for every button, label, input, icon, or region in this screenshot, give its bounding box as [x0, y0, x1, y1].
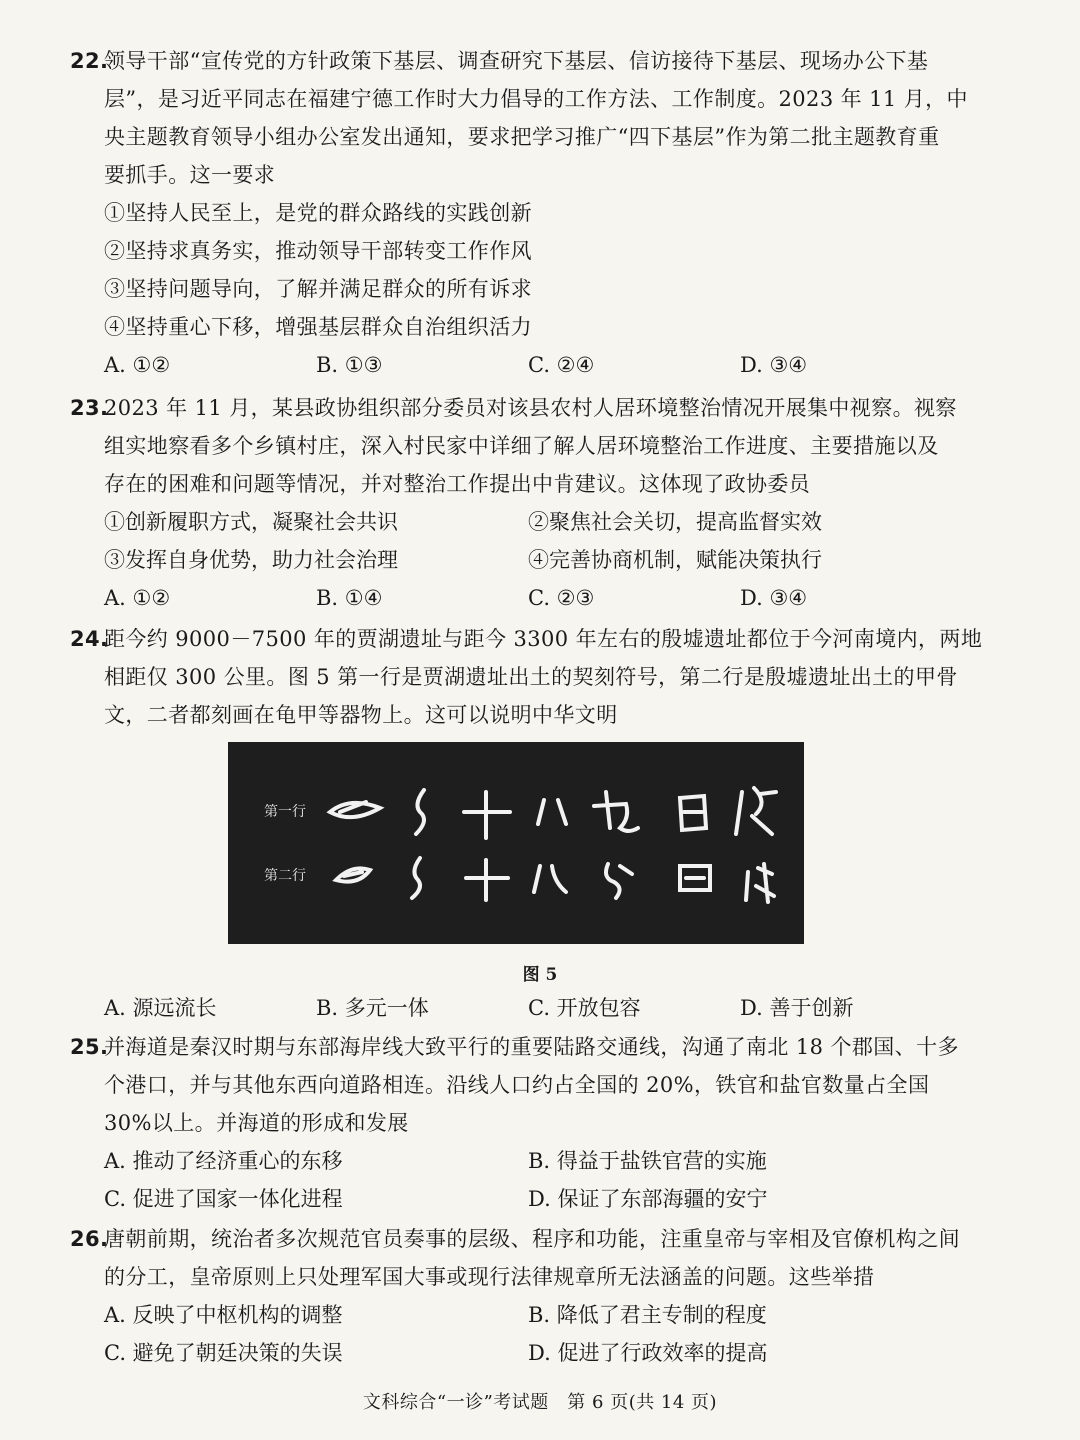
q23-items-row-2	[104, 541, 974, 579]
q25-option-b: B. 得益于盐铁官营的实施	[528, 1149, 767, 1173]
page-footer: 文科综合“一诊”考试题 第 6 页(共 14 页)	[362, 1392, 718, 1413]
q25-stem-text-1: 并海道是秦汉时期与东部海岸线大致平行的重要陆路交通线，沟通了南北 18 个郡国、十多	[104, 1035, 959, 1059]
q25-stem-line-2: 个港口，并与其他东西向道路相连。沿线人口约占全国的 20%，铁官和盐官数量占全国	[104, 1073, 930, 1097]
q23-option-a: A. ①②	[104, 586, 171, 610]
row1-label: 第一行	[264, 804, 306, 820]
q22-options	[104, 346, 974, 384]
q25-options-row-1	[104, 1142, 974, 1180]
q22-option-b: B. ①③	[316, 353, 383, 377]
q25-option-a: A. 推动了经济重心的东移	[104, 1149, 343, 1173]
q24-stem-line-3: 文，二者都刻画在龟甲等器物上。这可以说明中华文明	[104, 703, 618, 727]
q23-items-row-1	[104, 503, 974, 541]
q23-stem-line-3: 存在的困难和问题等情况，并对整治工作提出中肯建议。这体现了政协委员	[104, 472, 811, 496]
q26-option-a: A. 反映了中枢机构的调整	[104, 1303, 343, 1327]
q24-option-d: D. 善于创新	[740, 996, 854, 1020]
q24-option-a: A. 源远流长	[104, 996, 217, 1020]
q22-option-a: A. ①②	[104, 353, 171, 377]
q24-stem-text-1: 距今约 9000－7500 年的贾湖遗址与距今 3300 年左右的殷墟遗址都位于今河南境内，两地	[104, 627, 983, 651]
q22-item-1: ①坚持人民至上，是党的群众路线的实践创新	[104, 201, 532, 225]
inscriptions-image	[228, 742, 804, 944]
q26-options-row-1	[104, 1296, 974, 1334]
q22-item-4: ④坚持重心下移，增强基层群众自治组织活力	[104, 315, 532, 339]
q23-item-3: ③发挥自身优势，助力社会治理	[104, 548, 398, 572]
q26-option-b: B. 降低了君主专制的程度	[528, 1303, 767, 1327]
question-22	[70, 42, 974, 384]
q22-stem-line-1	[70, 42, 974, 80]
q25-stem-line-1	[70, 1028, 974, 1066]
q24-stem-line-1	[70, 620, 983, 658]
q23-option-d: D. ③④	[740, 586, 808, 610]
figure-5-inscriptions	[228, 742, 804, 944]
q22-stem-line-4: 要抓手。这一要求	[104, 163, 276, 187]
q22-item-2: ②坚持求真务实，推动领导干部转变工作作风	[104, 239, 532, 263]
q24-options	[104, 989, 974, 1027]
q25-stem-line-3: 30%以上。并海道的形成和发展	[104, 1111, 409, 1135]
q25-option-c: C. 促进了国家一体化进程	[104, 1187, 343, 1211]
q25-number: 25.	[70, 1035, 109, 1059]
q22-option-c: C. ②④	[528, 353, 595, 377]
figure-caption: 图 5	[522, 965, 558, 985]
row2-label: 第二行	[264, 868, 306, 884]
q25-option-d: D. 保证了东部海疆的安宁	[528, 1187, 768, 1211]
q23-options	[104, 579, 974, 617]
q24-option-c: C. 开放包容	[528, 996, 641, 1020]
q23-item-1: ①创新履职方式，凝聚社会共识	[104, 510, 398, 534]
q22-item-3: ③坚持问题导向，了解并满足群众的所有诉求	[104, 277, 532, 301]
question-25	[70, 1028, 974, 1218]
q26-options-row-2	[104, 1334, 974, 1372]
q25-options-row-2	[104, 1180, 974, 1218]
q26-stem-line-1	[70, 1220, 974, 1258]
q23-stem-text-1: 2023 年 11 月，某县政协组织部分委员对该县农村人居环境整治情况开展集中视察。视察	[104, 396, 957, 420]
q24-option-b: B. 多元一体	[316, 996, 429, 1020]
q22-number: 22.	[70, 49, 109, 73]
q26-option-c: C. 避免了朝廷决策的失误	[104, 1341, 343, 1365]
q26-option-d: D. 促进了行政效率的提高	[528, 1341, 768, 1365]
q23-stem-line-1	[70, 389, 974, 427]
question-26	[70, 1220, 974, 1372]
question-24-options	[104, 989, 974, 1027]
q24-stem-line-2: 相距仅 300 公里。图 5 第一行是贾湖遗址出土的契刻符号，第二行是殷墟遗址出土的甲骨	[104, 665, 958, 689]
q23-stem-line-2: 组实地察看多个乡镇村庄，深入村民家中详细了解人居环境整治工作进度、主要措施以及	[104, 434, 939, 458]
q24-number: 24.	[70, 627, 109, 651]
q26-stem-text-1: 唐朝前期，统治者多次规范官员奏事的层级、程序和功能，注重皇帝与宰相及官僚机构之间	[104, 1227, 960, 1251]
q23-number: 23.	[70, 396, 109, 420]
q22-stem-line-3: 央主题教育领导小组办公室发出通知，要求把学习推广“四下基层”作为第二批主题教育重	[104, 125, 940, 149]
q23-option-b: B. ①④	[316, 586, 383, 610]
q23-item-2: ②聚焦社会关切，提高监督实效	[528, 510, 822, 534]
q26-stem-line-2: 的分工，皇帝原则上只处理军国大事或现行法律规章所无法涵盖的问题。这些举措	[104, 1265, 875, 1289]
q23-item-4: ④完善协商机制，赋能决策执行	[528, 548, 822, 572]
question-23	[70, 389, 974, 617]
q22-stem-text-1: 领导干部“宣传党的方针政策下基层、调查研究下基层、信访接待下基层、现场办公下基	[104, 49, 929, 73]
question-24	[70, 620, 983, 734]
q22-option-d: D. ③④	[740, 353, 808, 377]
q26-number: 26.	[70, 1227, 109, 1251]
q23-option-c: C. ②③	[528, 586, 595, 610]
q22-stem-line-2: 层”，是习近平同志在福建宁德工作时大力倡导的工作方法、工作制度。2023 年 11 月，中	[104, 87, 968, 111]
